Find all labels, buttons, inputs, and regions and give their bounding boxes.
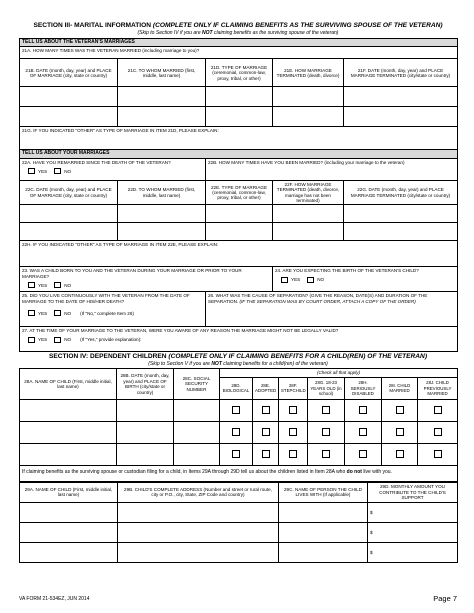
q23-label: 23. WAS A CHILD BORN TO YOU AND THE VETERAN DURING YOUR MARRIAGE OR PRIOR TO YOUR MARRIAGE?: [22, 268, 242, 279]
support-amount-input[interactable]: [368, 542, 458, 562]
h28g: 28G. 18-23 YEARS OLD (in school): [308, 377, 345, 399]
child-name-input[interactable]: [20, 542, 118, 562]
page-footer: [19, 596, 457, 602]
h22f: 22F. HOW MARRIAGE TERMINATED (death, divorce, marriage has not been terminated): [273, 180, 344, 205]
section3-table: [19, 38, 458, 352]
band-veteran-marriages: TELL US ABOUT THE VETERAN'S MARRIAGES: [20, 39, 458, 47]
q22h-field[interactable]: 22H. IF YOU INDICATED "OTHER" AS TYPE OF MARRIAGE IN ITEM 22E, PLEASE EXPLAIN:: [20, 241, 458, 267]
child-birth-input[interactable]: [117, 421, 174, 443]
checkbox[interactable]: [262, 450, 270, 458]
cell-22-input[interactable]: [344, 205, 458, 223]
q24-no-checkbox[interactable]: [307, 277, 314, 283]
yes-label: YES: [38, 337, 48, 343]
q25-note: (If "No," complete Item 26): [80, 310, 134, 316]
child-ssn-input[interactable]: [174, 421, 220, 443]
child-birth-input[interactable]: [117, 443, 174, 465]
child-name-input[interactable]: [20, 522, 118, 542]
section4-children-table: [19, 368, 458, 481]
form-id: VA FORM 21-534EZ, JUN 2014: [19, 596, 90, 602]
no-label: NO: [317, 277, 325, 283]
yes-label: YES: [38, 168, 48, 174]
section3-title-italic: (COMPLETE ONLY IF CLAIMING BENEFITS AS THE SURVIVING SPOUSE OF THE VETERAN): [152, 22, 443, 29]
q22a-no-checkbox[interactable]: [54, 168, 61, 174]
band-your-marriages: TELL US ABOUT YOUR MARRIAGES: [20, 150, 458, 158]
q27-yes-checkbox[interactable]: [28, 337, 35, 343]
checkbox[interactable]: [434, 406, 442, 414]
section3-skip-note: (Skip to Section IV if you are NOT claiming benefits as the surviving spouse of the veteran): [137, 30, 339, 36]
q24-yes-checkbox[interactable]: [281, 277, 288, 283]
q26-italic: (IF THE SEPARATION WAS BY COURT ORDER, ATTACH A COPY OF THE ORDER): [239, 298, 416, 304]
page-number: Page 7: [433, 594, 457, 603]
q24-label: 24. ARE YOU EXPECTING THE BIRTH OF THE VETERAN'S CHILD?: [275, 268, 419, 274]
support-amount-input[interactable]: [368, 522, 458, 542]
yes-label: YES: [291, 277, 301, 283]
dollar-sign: $: [370, 509, 373, 515]
checkbox[interactable]: [289, 428, 297, 436]
child-ssn-input[interactable]: [174, 443, 220, 465]
checkbox[interactable]: [289, 450, 297, 458]
h28j: 28J. CHILD PREVIOUSLY MARRIED: [418, 377, 458, 399]
dollar-sign: $: [370, 529, 373, 535]
cell-22-input[interactable]: [273, 223, 344, 241]
child-address-input[interactable]: [118, 502, 279, 522]
checkbox[interactable]: [232, 450, 240, 458]
dollar-sign: $: [370, 549, 373, 555]
cell-22-input[interactable]: [206, 223, 273, 241]
checkbox[interactable]: [396, 450, 404, 458]
cell-22-input[interactable]: [273, 205, 344, 223]
q23-field: [20, 267, 273, 292]
person-lives-with-input[interactable]: [279, 522, 368, 542]
child-name-input[interactable]: [20, 443, 117, 465]
checkbox[interactable]: [434, 428, 442, 436]
cell-21-input[interactable]: [20, 87, 118, 107]
checkbox[interactable]: [289, 406, 297, 414]
checkbox[interactable]: [396, 428, 404, 436]
h28b: 28B. DATE (month, day, year) and PLACE OF BIRTH (city/state or country): [117, 369, 174, 399]
h29c: 29C. NAME OF PERSON THE CHILD LIVES WITH (If applicable): [279, 482, 368, 502]
section4-title: SECTION IV: DEPENDENT CHILDREN (COMPLETE ONLY IF CLAIMING BENEFITS FOR A CHILD(REN) OF THE VETERAN): [48, 353, 428, 361]
yes-label: YES: [38, 282, 48, 288]
child-name-input[interactable]: [20, 421, 117, 443]
yes-label: YES: [38, 310, 48, 316]
q21g-field[interactable]: 21G. IF YOU INDICATED "OTHER" AS TYPE OF MARRIAGE IN ITEM 21D, PLEASE EXPLAIN:: [20, 127, 458, 150]
checkbox[interactable]: [232, 406, 240, 414]
cell-21-input[interactable]: [206, 87, 273, 107]
no-label: NO: [64, 282, 72, 288]
support-amount-input[interactable]: [368, 502, 458, 522]
q27-field: [20, 327, 458, 352]
h22g: 22G. DATE (month, day, year) and PLACE MARRIAGE TERMINATED (city/state or country): [344, 180, 458, 205]
h28a: 28A. NAME OF CHILD (First, middle initial, last name): [20, 369, 117, 399]
child-name-input[interactable]: [20, 502, 118, 522]
checkbox[interactable]: [359, 450, 367, 458]
cell-22-input[interactable]: [118, 205, 206, 223]
person-lives-with-input[interactable]: [279, 542, 368, 562]
q27-no-checkbox[interactable]: [54, 337, 61, 343]
cell-21-input[interactable]: [206, 107, 273, 127]
child-address-input[interactable]: [118, 522, 279, 542]
q25-no-checkbox[interactable]: [54, 310, 61, 316]
cell-21-input[interactable]: [273, 87, 344, 107]
q23-yes-checkbox[interactable]: [28, 282, 35, 288]
q22a-yes-checkbox[interactable]: [28, 168, 35, 174]
q27-label: 27. AT THE TIME OF YOUR MARRIAGE TO THE VETERAN, WERE YOU AWARE OF ANY REASON THE MARRIAGE MIGHT NOT BE LEGALLY VALID?: [22, 328, 339, 334]
checkbox[interactable]: [232, 428, 240, 436]
section4-notice: If claiming benefits as the surviving spouse or custodian filing for a child, in Items 29A through 29D tell us about the children listed in Item 28A who do not live with you.: [20, 465, 458, 481]
h29d: 29D. MONTHLY AMOUNT YOU CONTRIBUTE TO THE CHILD'S SUPPORT: [368, 482, 458, 502]
h28e: 28E. ADOPTED: [253, 377, 279, 399]
h21e: 21E. HOW MARRIAGE TERMINATED (death, divorce): [273, 59, 344, 87]
checkbox[interactable]: [262, 406, 270, 414]
h22c: 22C. DATE (month, day, year) and PLACE OF MARRIAGE (city, state or country): [20, 180, 118, 205]
cell-21-input[interactable]: [118, 87, 206, 107]
child-birth-input[interactable]: [117, 399, 174, 421]
cell-22-input[interactable]: [206, 205, 273, 223]
section4-skip-note: (Skip to Section V if you are NOT claiming benefits for a child(ren) of the veteran): [148, 361, 328, 368]
cell-21-input[interactable]: [344, 107, 458, 127]
h21b: 21B. DATE (month, day, year) and PLACE OF MARRIAGE (city, state or country): [20, 59, 118, 87]
h28d: 28D. BIOLOGICAL: [220, 377, 253, 399]
h29b: 29B. CHILD'S COMPLETE ADDRESS (Number and street or rural route, city or P.O., city, State, ZIP Code and country): [118, 482, 279, 502]
h21f: 21F. DATE (month, day, year) and PLACE MARRIAGE TERMINATED (city/state or country): [344, 59, 458, 87]
cell-21-input[interactable]: [344, 87, 458, 107]
q22a-field: [20, 158, 206, 180]
h28i: 28I. CHILD MARRIED: [382, 377, 418, 399]
checkbox[interactable]: [396, 406, 404, 414]
q21a-field[interactable]: 21A. HOW MANY TIMES WAS THE VETERAN MARRIED (including marriage to you)?: [20, 47, 458, 59]
checkbox[interactable]: [322, 450, 330, 458]
cell-22-input[interactable]: [344, 223, 458, 241]
check-all-label: (Check all that apply): [220, 369, 458, 377]
q22b-field[interactable]: 22B. HOW MANY TIMES HAVE YOU BEEN MARRIED? (including your marriage to the veteran): [206, 158, 458, 180]
cell-22-input[interactable]: [118, 223, 206, 241]
h21c: 21C. TO WHOM MARRIED (first, middle, last name): [118, 59, 206, 87]
cell-21-input[interactable]: [273, 107, 344, 127]
h22d: 22D. TO WHOM MARRIED (first, middle, last name): [118, 180, 206, 205]
section4-title-italic: (COMPLETE ONLY IF CLAIMING BENEFITS FOR A CHILD(REN) OF THE VETERAN): [168, 353, 428, 361]
checkbox[interactable]: [322, 428, 330, 436]
h21d: 21D. TYPE OF MARRIAGE (ceremonial, common-law, proxy, tribal, or other): [206, 59, 273, 87]
no-label: NO: [64, 310, 72, 316]
child-address-input[interactable]: [118, 542, 279, 562]
q25-field: [20, 292, 206, 327]
q25-label: 25. DID YOU LIVE CONTINUOUSLY WITH THE VETERAN FROM THE DATE OF MARRIAGE TO THE DATE OF HIS/HER DEATH?: [22, 293, 190, 304]
h28c: 28C. SOCIAL SECURITY NUMBER: [174, 369, 220, 399]
q24-field: [273, 267, 458, 292]
section4-address-table: [19, 482, 458, 563]
person-lives-with-input[interactable]: [279, 502, 368, 522]
no-label: NO: [64, 337, 72, 343]
form-page: [19, 22, 457, 563]
h22e: 22E. TYPE OF MARRIAGE (ceremonial, common-law, proxy, tribal, or other): [206, 180, 273, 205]
h29a: 29A. NAME OF CHILD (First, middle initial, last name): [20, 482, 118, 502]
h28h: 28H. SERIOUSLY DISABLED: [345, 377, 382, 399]
q25-yes-checkbox[interactable]: [28, 310, 35, 316]
section3-title: SECTION III- MARITAL INFORMATION (COMPLETE ONLY IF CLAIMING BENEFITS AS THE SURVIVING SPOUSE OF THE VETERAN): [33, 22, 443, 29]
q22a-label: 22A. HAVE YOU REMARRIED SINCE THE DEATH OF THE VETERAN?: [22, 159, 171, 165]
q27-note: (If "Yes," provide explanation):: [80, 337, 142, 343]
child-ssn-input[interactable]: [174, 399, 220, 421]
checkbox[interactable]: [359, 406, 367, 414]
q26-label: 26. WHAT WAS THE CAUSE OF SEPARATION? (GIVE THE REASON, DATE(S) AND DURATION OF THE SEPARATION.: [208, 293, 428, 304]
cell-21-input[interactable]: [20, 107, 118, 127]
q26-field[interactable]: [206, 292, 458, 327]
q23-no-checkbox[interactable]: [54, 282, 61, 288]
cell-22-input[interactable]: [20, 223, 118, 241]
h28f: 28F. STEPCHILD: [279, 377, 308, 399]
checkbox[interactable]: [262, 428, 270, 436]
checkbox[interactable]: [359, 428, 367, 436]
checkbox[interactable]: [434, 450, 442, 458]
child-name-input[interactable]: [20, 399, 117, 421]
checkbox[interactable]: [322, 406, 330, 414]
cell-22-input[interactable]: [20, 205, 118, 223]
cell-21-input[interactable]: [118, 107, 206, 127]
no-label: NO: [64, 168, 72, 174]
